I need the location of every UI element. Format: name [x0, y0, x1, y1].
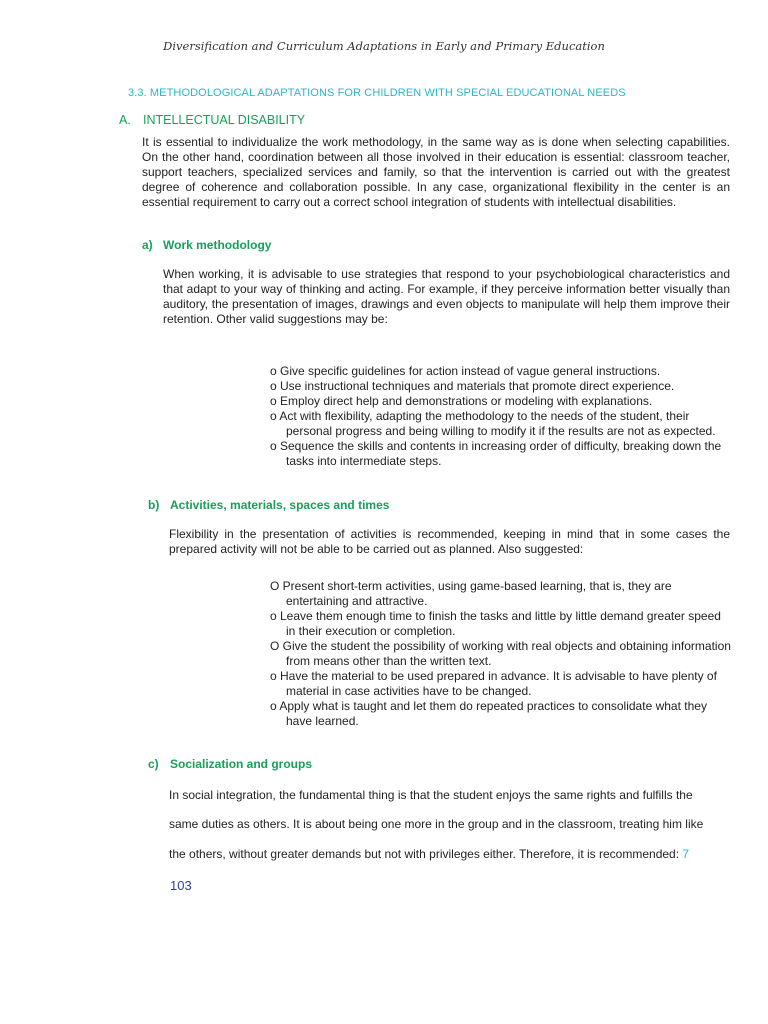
- work-methodology-paragraph: When working, it is advisable to use strategies that respond to your psychobiological characteristics and that adapt to your way of thinking and acting. For example, if they perceive information better visually than auditory, the presentation of images, drawings and even objects to manipulate will help them improve their retention. Other valid suggestions may be:: [163, 267, 730, 326]
- list-item: o Act with flexibility, adapting the methodology to the needs of the student, their personal progress and being willing to modify it if the results are not as expected.: [270, 409, 716, 438]
- subheading-text: Activities, materials, spaces and times: [170, 498, 390, 512]
- heading-letter: A.: [119, 113, 131, 127]
- subheading-letter: b): [148, 498, 160, 512]
- socialization-line: same duties as others. It is about being one more in the group and in the classroom, treating him like: [169, 817, 704, 831]
- work-methodology-list: [270, 364, 732, 469]
- list-item: o Give specific guidelines for action instead of vague general instructions.: [270, 364, 661, 378]
- intellectual-disability-paragraph: It is essential to individualize the work methodology, in the same way as is done when selecting capabilities. On the other hand, coordination between all those involved in their education is essential: classroom teacher, support teachers, specialized services and family, so that the intervention is carried out with the greatest degree of coherence and collaboration possible. In any case, organizational flexibility in the center is an essential requirement to carry out a correct school integration of students with intellectual disabilities.: [142, 135, 730, 209]
- subheading-text: Work methodology: [163, 238, 272, 252]
- running-header: Diversification and Curriculum Adaptations in Early and Primary Education: [163, 39, 605, 53]
- socialization-line-last: [169, 847, 689, 861]
- footnote-reference[interactable]: 7: [682, 847, 690, 861]
- activities-list: [270, 579, 732, 729]
- list-item: O Give the student the possibility of working with real objects and obtaining information from means other than the written text.: [270, 639, 731, 668]
- socialization-line: In social integration, the fundamental thing is that the student enjoys the same rights and fulfills the: [169, 788, 693, 802]
- heading-text: INTELLECTUAL DISABILITY: [143, 113, 306, 127]
- subheading-letter: a): [142, 238, 153, 252]
- list-item: o Leave them enough time to finish the tasks and little by little demand greater speed in their execution or completion.: [270, 609, 721, 638]
- list-item: o Sequence the skills and contents in increasing order of difficulty, breaking down the tasks into intermediate steps.: [270, 439, 722, 468]
- heading-intellectual-disability: [0, 113, 768, 129]
- list-item: o Apply what is taught and let them do repeated practices to consolidate what they have learned.: [270, 699, 707, 728]
- subheading-socialization: [0, 757, 768, 773]
- list-item: o Have the material to be used prepared in advance. It is advisable to have plenty of material in case activities have to be changed.: [270, 669, 717, 698]
- subheading-letter: c): [148, 757, 159, 771]
- subheading-text: Socialization and groups: [170, 757, 313, 771]
- list-item: o Employ direct help and demonstrations or modeling with explanations.: [270, 394, 653, 408]
- section-title: 3.3. METHODOLOGICAL ADAPTATIONS FOR CHILDREN WITH SPECIAL EDUCATIONAL NEEDS: [128, 87, 626, 99]
- subheading-work-methodology: [0, 238, 768, 254]
- page-number: 103: [170, 878, 192, 893]
- list-item: O Present short-term activities, using game-based learning, that is, they are entertaining and attractive.: [270, 579, 672, 608]
- socialization-line-text: the others, without greater demands but not with privileges either. Therefore, it is recommended:: [169, 847, 683, 861]
- subheading-activities: [0, 498, 768, 514]
- list-item: o Use instructional techniques and materials that promote direct experience.: [270, 379, 675, 393]
- activities-paragraph: Flexibility in the presentation of activities is recommended, keeping in mind that in some cases the prepared activity will not be able to be carried out as planned. Also suggested:: [169, 527, 730, 556]
